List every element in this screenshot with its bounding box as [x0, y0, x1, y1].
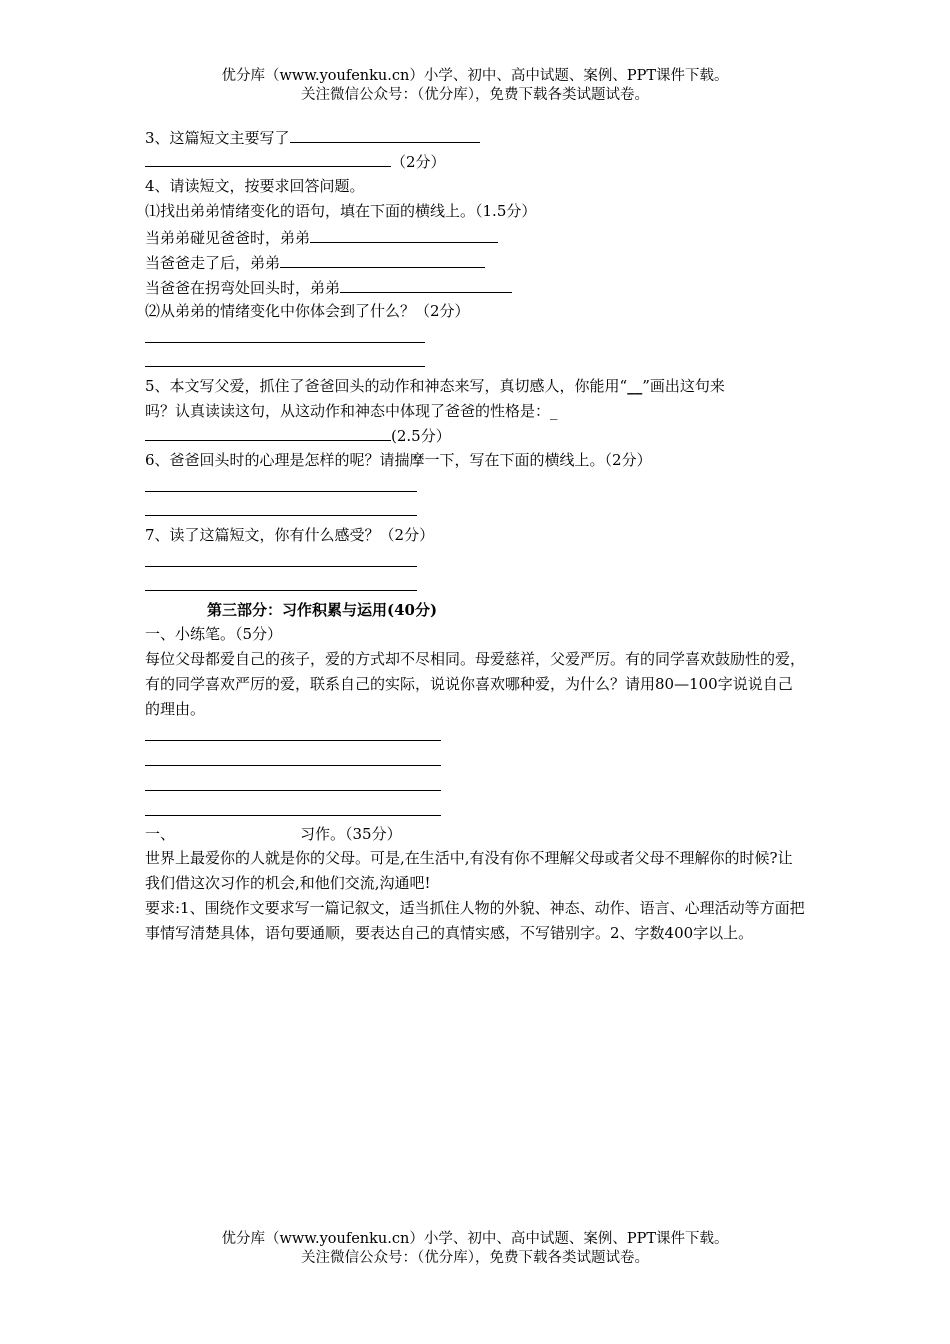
question-5-line-2: 吗？认真读读这句，从这动作和神态中体现了爸爸的性格是：_ — [145, 402, 558, 420]
answer-blank[interactable] — [145, 425, 391, 441]
question-3-continued — [145, 151, 446, 172]
answer-blank[interactable] — [290, 127, 480, 143]
line-c-text: 当爸爸在拐弯处回头时，弟弟 — [145, 279, 341, 297]
question-7: 7、读了这篇短文，你有什么感受？（2分） — [145, 526, 435, 544]
section-2-body: 世界上最爱你的人就是你的父母。可是,在生活中,有没有你不理解父母或者父母不理解你的时候?让我们借这次习作的机会,和他们交流,沟通吧! — [145, 849, 793, 892]
answer-blank[interactable] — [145, 151, 391, 167]
answer-line[interactable] — [145, 765, 441, 766]
answer-line[interactable] — [145, 515, 417, 516]
question-4-sub-1: ⑴找出弟弟情绪变化的语句，填在下面的横线上。（1.5分） — [145, 202, 537, 220]
section-1-title: 一、小练笔。（5分） — [145, 625, 283, 643]
answer-blank[interactable] — [340, 277, 512, 293]
answer-line[interactable] — [145, 342, 425, 343]
question-3 — [145, 127, 480, 148]
question-4-line-c — [145, 277, 512, 298]
section-2-number: 一、 — [145, 825, 176, 843]
answer-line[interactable] — [145, 790, 441, 791]
footer-line-2: 关注微信公众号：（优分库），免费下载各类试题试卷。 — [301, 1250, 649, 1266]
section-2-title: 习作。（35分） — [300, 825, 402, 843]
section-2-requirements: 要求:1、围绕作文要求写一篇记叙文，适当抓住人物的外貌、神态、动作、语言、心理活动等方面把事情写清楚具体，语句要通顺，要表达自己的真情实感，不写错别字。2、字数400字以上。 — [145, 899, 805, 942]
question-4: 4、请读短文，按要求回答问题。 — [145, 177, 365, 195]
question-6: 6、爸爸回头时的心理是怎样的呢？请揣摩一下，写在下面的横线上。（2分） — [145, 451, 652, 469]
q5-part-1: 5、本文写父爱，抓住了爸爸回头的动作和神态来写，真切感人，你能用“ — [145, 377, 628, 395]
question-5-score: (2.5分） — [391, 427, 451, 445]
question-4-line-a — [145, 227, 498, 248]
question-4-line-b — [145, 252, 485, 273]
question-5-line-3 — [145, 425, 451, 446]
line-a-text: 当弟弟碰见爸爸时，弟弟 — [145, 229, 311, 247]
section-1-body: 每位父母都爱自己的孩子，爱的方式却不尽相同。母爱慈祥，父爱严厉。有的同学喜欢鼓励性的爱，有的同学喜欢严厉的爱，联系自己的实际，说说你喜欢哪种爱，为什么？请用80—100字说说自己的理由。 — [145, 650, 806, 718]
header-line-2: 关注微信公众号：（优分库），免费下载各类试题试卷。 — [301, 87, 649, 103]
question-4-sub-2: ⑵从弟弟的情绪变化中你体会到了什么？（2分） — [145, 302, 470, 320]
answer-line[interactable] — [145, 815, 441, 816]
question-3-score: （2分） — [391, 153, 446, 171]
q5-part-2: ”画出这句来 — [642, 377, 725, 395]
answer-blank[interactable] — [280, 252, 485, 268]
answer-line[interactable] — [145, 590, 417, 591]
part-3-title: 第三部分：习作积累与运用(40分) — [207, 601, 438, 619]
header-line-1: 优分库（www.youfenku.cn）小学、初中、高中试题、案例、PPT课件下载。 — [221, 68, 729, 84]
answer-line[interactable] — [145, 740, 441, 741]
line-b-text: 当爸爸走了后，弟弟 — [145, 254, 281, 272]
answer-line[interactable] — [145, 491, 417, 492]
question-5-line-1 — [145, 376, 725, 396]
q5-underline-mark: __ — [627, 377, 643, 395]
answer-blank[interactable] — [310, 227, 498, 243]
question-3-text: 3、这篇短文主要写了 — [145, 129, 290, 147]
answer-line[interactable] — [145, 566, 417, 567]
footer-line-1: 优分库（www.youfenku.cn）小学、初中、高中试题、案例、PPT课件下载。 — [221, 1231, 729, 1247]
answer-line[interactable] — [145, 366, 425, 367]
